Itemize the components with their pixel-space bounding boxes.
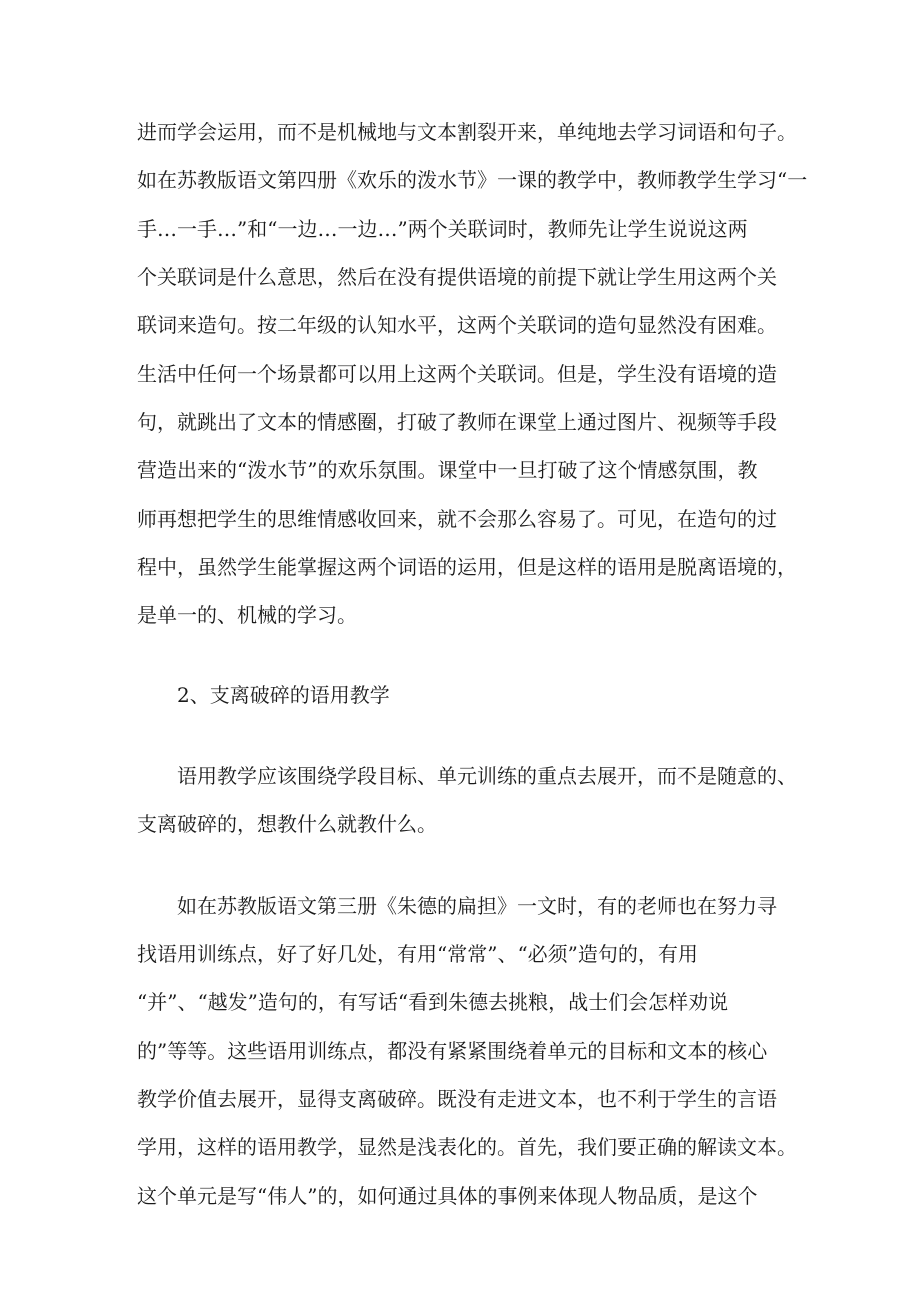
paragraph-line: 如在苏教版语文第四册《欢乐的泼水节》一课的教学中，教师教学生学习“一 — [137, 168, 808, 192]
paragraph-line: 进而学会运用，而不是机械地与文本割裂开来，单纯地去学习词语和句子。 — [137, 120, 797, 144]
paragraph-line: 程中，虽然学生能掌握这两个词语的运用，但是这样的语用是脱离语境的， — [137, 555, 797, 579]
paragraph-line: 联词来造句。按二年级的认知水平，这两个关联词的造句显然没有困难。 — [137, 313, 777, 337]
paragraph-line: 支离破碎的，想教什么就教什么。 — [137, 812, 437, 836]
paragraph-line: 这个单元是写“伟人”的，如何通过具体的事例来体现人物品质，是这个 — [137, 1184, 758, 1208]
paragraph-line: 生活中任何一个场景都可以用上这两个关联词。但是，学生没有语境的造 — [137, 362, 777, 386]
paragraph-line: 句，就跳出了文本的情感圈，打破了教师在课堂上通过图片、视频等手段 — [137, 410, 777, 434]
paragraph-line: “并”、“越发”造句的，有写话“看到朱德去挑粮，战士们会怎样劝说 — [137, 990, 729, 1014]
paragraph-line: 的”等等。这些语用训练点，都没有紧紧围绕着单元的目标和文本的核心 — [137, 1039, 768, 1063]
paragraph-line: 个关联词是什么意思，然后在没有提供语境的前提下就让学生用这两个关 — [137, 265, 777, 289]
paragraph-line: 营造出来的“泼水节”的欢乐氛围。课堂中一旦打破了这个情感氛围，教 — [137, 458, 758, 482]
paragraph-line: 师再想把学生的思维情感收回来，就不会那么容易了。可见，在造句的过 — [137, 507, 777, 531]
paragraph-line: 语用教学应该围绕学段目标、单元训练的重点去展开，而不是随意的、 — [177, 764, 797, 788]
paragraph-line: 如在苏教版语文第三册《朱德的扁担》一文时，有的老师也在努力寻 — [177, 894, 777, 918]
paragraph-line: 教学价值去展开，显得支离破碎。既没有走进文本，也不利于学生的言语 — [137, 1087, 777, 1111]
paragraph-line: 是单一的、机械的学习。 — [137, 603, 357, 627]
paragraph-line: 学用，这样的语用教学，显然是浅表化的。首先，我们要正确的解读文本。 — [137, 1135, 797, 1159]
paragraph-line: 手…一手…”和“一边…一边…”两个关联词时，教师先让学生说说这两 — [137, 217, 748, 241]
paragraph-line: 找语用训练点，好了好几处，有用“常常”、“必须”造句的，有用 — [137, 942, 698, 966]
section-heading: 2、支离破碎的语用教学 — [177, 683, 390, 707]
